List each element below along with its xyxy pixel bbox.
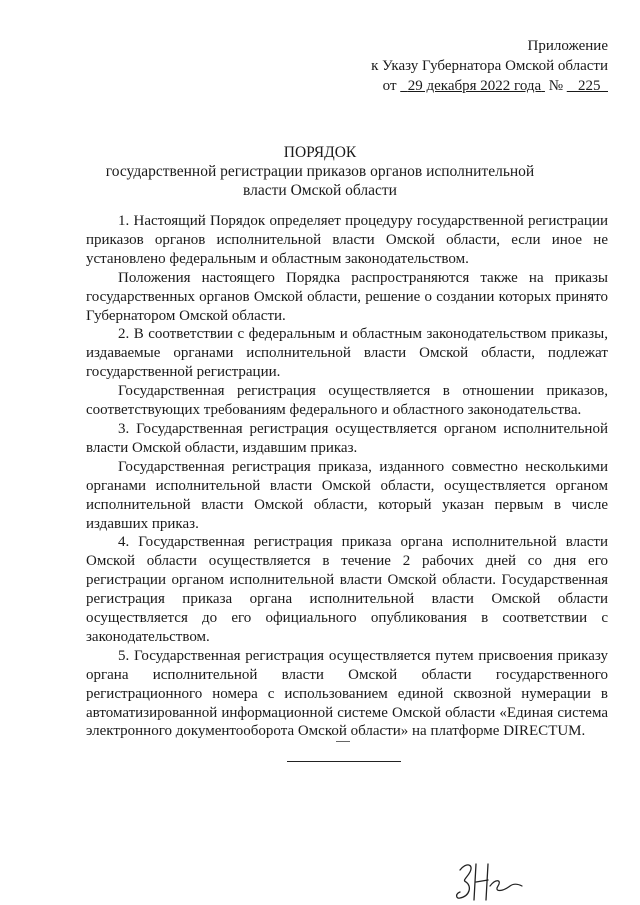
- decree-reference: к Указу Губернатора Омской области: [371, 58, 608, 74]
- paragraph: 3. Государственная регистрация осуществляется органом исполнительной власти Омской области, издавшим приказ.: [86, 420, 608, 456]
- paragraph: 2. В соответствии с федеральным и областным законодательством приказы, издаваемые органами исполнительной власти Омской области, подлежат государственной регистрации.: [86, 326, 608, 381]
- number-sign: №: [544, 78, 567, 94]
- paragraph: Государственная регистрация приказа, изданного совместно несколькими органами исполнительной власти Омской области, осуществляется органом исполнительной власти Омской области, который указан первым в числе издавших приказ.: [86, 458, 608, 532]
- title-heading: ПОРЯДОК: [283, 144, 357, 161]
- appendix-header: [371, 36, 608, 96]
- document-title: [0, 143, 640, 200]
- paragraph: Положения настоящего Порядка распространяются также на приказы государственных органов Омской области, решение о создании которых принято Губернатором Омской области.: [86, 269, 608, 324]
- appendix-label: Приложение: [527, 38, 608, 54]
- paragraph: 1. Настоящий Порядок определяет процедуру государственной регистрации приказов органов исполнительной власти Омской области, если иное не установлено федеральным и областным законодательством.: [86, 213, 608, 267]
- paragraph: Государственная регистрация осуществляется в отношении приказов, соответствующих требованиям федерального и областного законодательства.: [86, 383, 608, 419]
- title-subtitle: государственной регистрации приказов органов исполнительной власти Омской области: [105, 163, 535, 199]
- date-prefix: от: [382, 78, 401, 94]
- paragraph: 5. Государственная регистрация осуществляется путем присвоения приказу органа исполнительной власти Омской области государственного регистрационного номера с использованием единой сквозной нумерации в автоматизированной информационной системе Омской области «Единая система электронного документооборота Омской области» на платформе DIRECTUM.: [86, 647, 608, 740]
- handwritten-signature: [452, 856, 532, 902]
- decree-number: 225: [578, 78, 601, 94]
- stray-mark: [336, 741, 350, 742]
- document-body: [86, 212, 608, 741]
- end-rule: [287, 761, 401, 762]
- decree-date-line: [371, 76, 608, 96]
- paragraph: 4. Государственная регистрация приказа органа исполнительной власти Омской области осуществляется в течение 2 рабочих дней со дня его регистрации органом исполнительной власти Омской области. Государственная регистрация приказа органа исполнительной власти Омской области осуществляется до его официального опубликования в соответствии с законодательством.: [86, 534, 608, 645]
- decree-date: 29 декабря 2022 года: [407, 78, 542, 94]
